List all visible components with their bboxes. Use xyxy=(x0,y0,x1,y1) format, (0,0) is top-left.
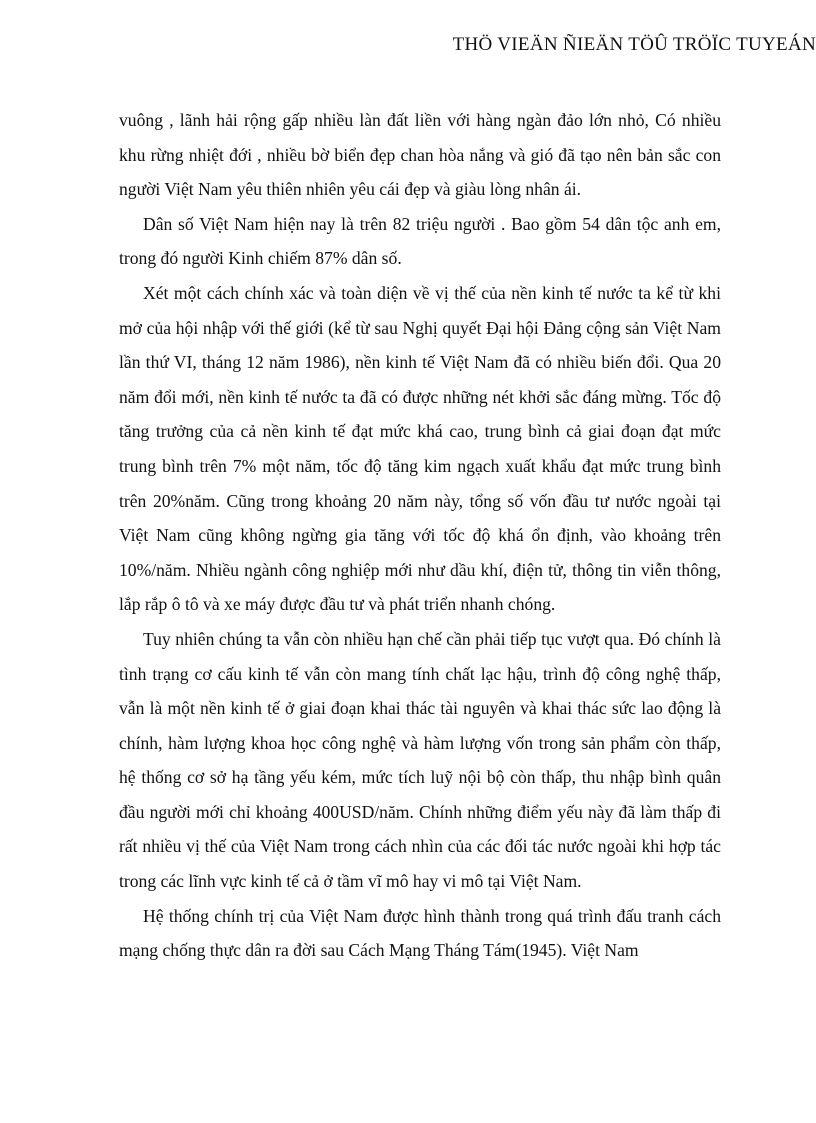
paragraph-continued: vuông , lãnh hải rộng gấp nhiều làn đất liền với hàng ngàn đảo lớn nhỏ, Có nhiều khu rừng nhiệt đới , nhiều bờ biển đẹp chan hòa nắng và gió đã tạo nên bản sắc con người Việt Nam yêu thiên nhiên yêu cái đẹp và giàu lòng nhân ái. xyxy=(119,110,721,200)
document-body xyxy=(119,103,721,968)
paragraph-population: Dân số Việt Nam hiện nay là trên 82 triệu người . Bao gồm 54 dân tộc anh em, trong đó người Kinh chiếm 87% dân số. xyxy=(119,213,721,269)
paragraph-political-system: Hệ thống chính trị của Việt Nam được hình thành trong quá trình đấu tranh cách mạng chống thực dân ra đời sau Cách Mạng Tháng Tám(1945). Việt Nam xyxy=(119,905,721,961)
paragraph-economy-growth: Xét một cách chính xác và toàn diện về vị thế của nền kinh tế nước ta kể từ khi mở của hội nhập với thế giới (kể từ sau Nghị quyết Đại hội Đảng cộng sản Việt Nam lần thứ VI, tháng 12 năm 1986), nền kinh tế Việt Nam đã có nhiều biến đổi. Qua 20 năm đổi mới, nền kinh tế nước ta đã có được những nét khởi sắc đáng mừng. Tốc độ tăng trưởng của cả nền kinh tế đạt mức khá cao, trung bình cả giai đoạn đạt mức trung bình trên 7% một năm, tốc độ tăng kim ngạch xuất khẩu đạt mức trung bình trên 20%năm. Cũng trong khoảng 20 năm này, tổng số vốn đầu tư nước ngoài tại Việt Nam cũng không ngừng gia tăng với tốc độ khá ổn định, vào khoảng trên 10%/năm. Nhiều ngành công nghiệp mới như dầu khí, điện tử, thông tin viễn thông, lắp rắp ô tô và xe máy được đầu tư và phát triển nhanh chóng. xyxy=(119,282,721,615)
page-header: THÖ VIEÄN ÑIEÄN TÖÛ TRÖÏC TUYEÁN xyxy=(452,34,816,55)
paragraph-economy-limitations: Tuy nhiên chúng ta vẫn còn nhiều hạn chế cần phải tiếp tục vượt qua. Đó chính là tình trạng cơ cấu kinh tế vẫn còn mang tính chất lạc hậu, trình độ công nghệ thấp, vẫn là một nền kinh tế ở giai đoạn khai thác tài nguyên và khai thác sức lao động là chính, hàm lượng khoa học công nghệ và hàm lượng vốn trong sản phẩm còn thấp, hệ thống cơ sở hạ tầng yếu kém, mức tích luỹ nội bộ còn thấp, thu nhập bình quân đầu người mới chỉ khoảng 400USD/năm. Chính những điểm yếu này đã làm thấp đi rất nhiều vị thế của Việt Nam trong cách nhìn của các đối tác nước ngoài khi hợp tác trong các lĩnh vực kinh tế cả ở tầm vĩ mô hay vi mô tại Việt Nam. xyxy=(119,628,721,892)
